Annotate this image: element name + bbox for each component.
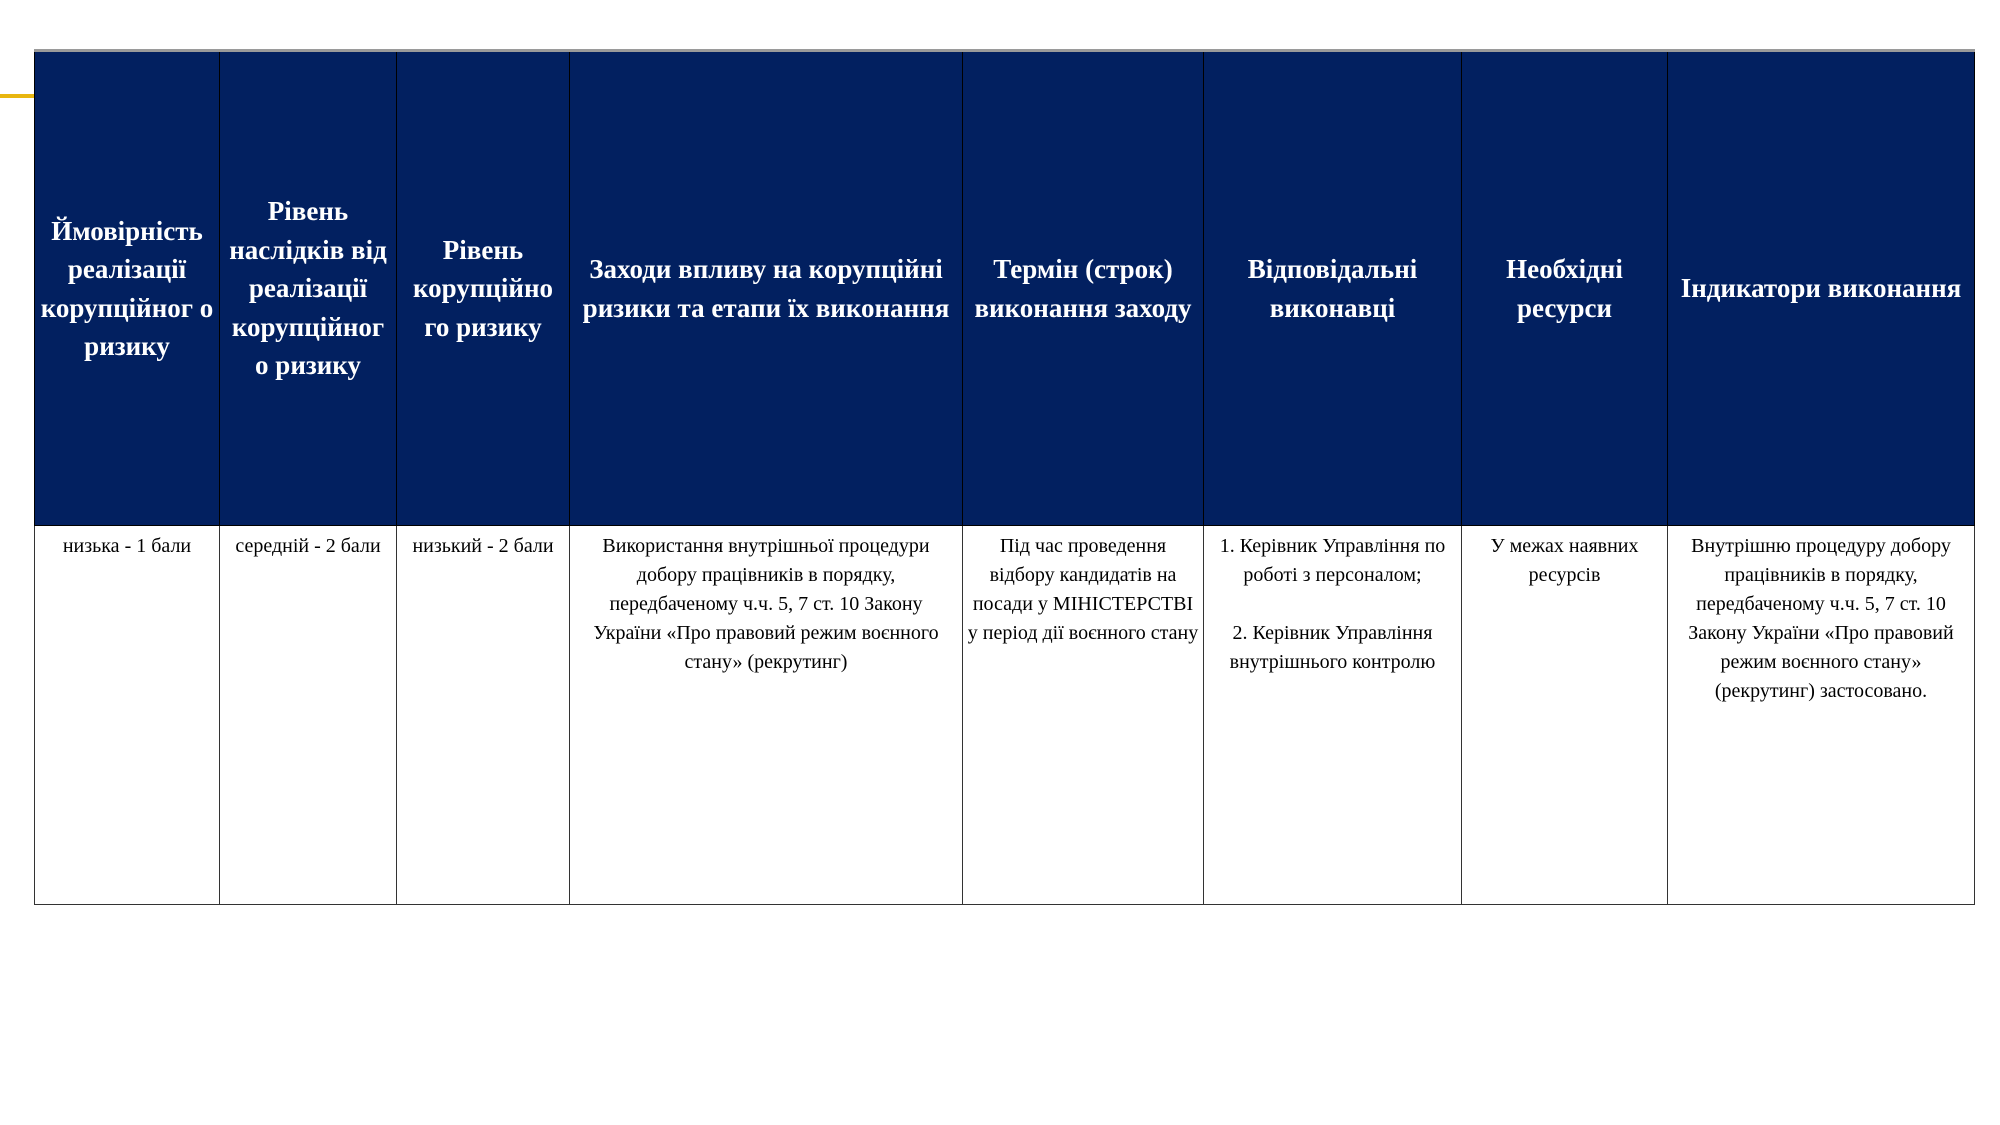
cell-risk-level: низький - 2 бали [397, 526, 570, 905]
cell-measures: Використання внутрішньої процедури добору працівників в порядку, передбаченому ч.ч. 5, 7 ст. 10 Закону України «Про правовий режим воєнного стану» (рекрутинг) [570, 526, 963, 905]
header-executors: Відповідальні виконавці [1204, 51, 1462, 526]
header-indicators: Індикатори виконання [1668, 51, 1975, 526]
executor-spacer [1208, 590, 1457, 619]
accent-line [0, 94, 36, 98]
cell-consequences: середній - 2 бали [220, 526, 397, 905]
executor-item: 1. Керівник Управління по роботі з персоналом; [1219, 535, 1446, 586]
header-risk-level: Рівень корупційно го ризику [397, 51, 570, 526]
executor-item: 2. Керівник Управління внутрішнього контролю [1229, 622, 1436, 673]
header-consequences: Рівень наслідків від реалізації корупційног о ризику [220, 51, 397, 526]
cell-executors [1204, 526, 1462, 905]
header-probability: Ймовірність реалізації корупційног о ризику [35, 51, 220, 526]
header-resources: Необхідні ресурси [1462, 51, 1668, 526]
table-row [35, 526, 1975, 905]
cell-deadline: Під час проведення відбору кандидатів на посади у МІНІСТЕРСТВІ у період дії воєнного стану [963, 526, 1204, 905]
cell-indicators: Внутрішню процедуру добору працівників в порядку, передбаченому ч.ч. 5, 7 ст. 10 Закону України «Про правовий режим воєнного стану» (рекрутинг) застосовано. [1668, 526, 1975, 905]
cell-probability: низька - 1 бали [35, 526, 220, 905]
cell-resources: У межах наявних ресурсів [1462, 526, 1668, 905]
header-row [35, 51, 1975, 526]
risk-measures-table [34, 49, 1975, 905]
header-measures: Заходи впливу на корупційні ризики та етапи їх виконання [570, 51, 963, 526]
header-deadline: Термін (строк) виконання заходу [963, 51, 1204, 526]
